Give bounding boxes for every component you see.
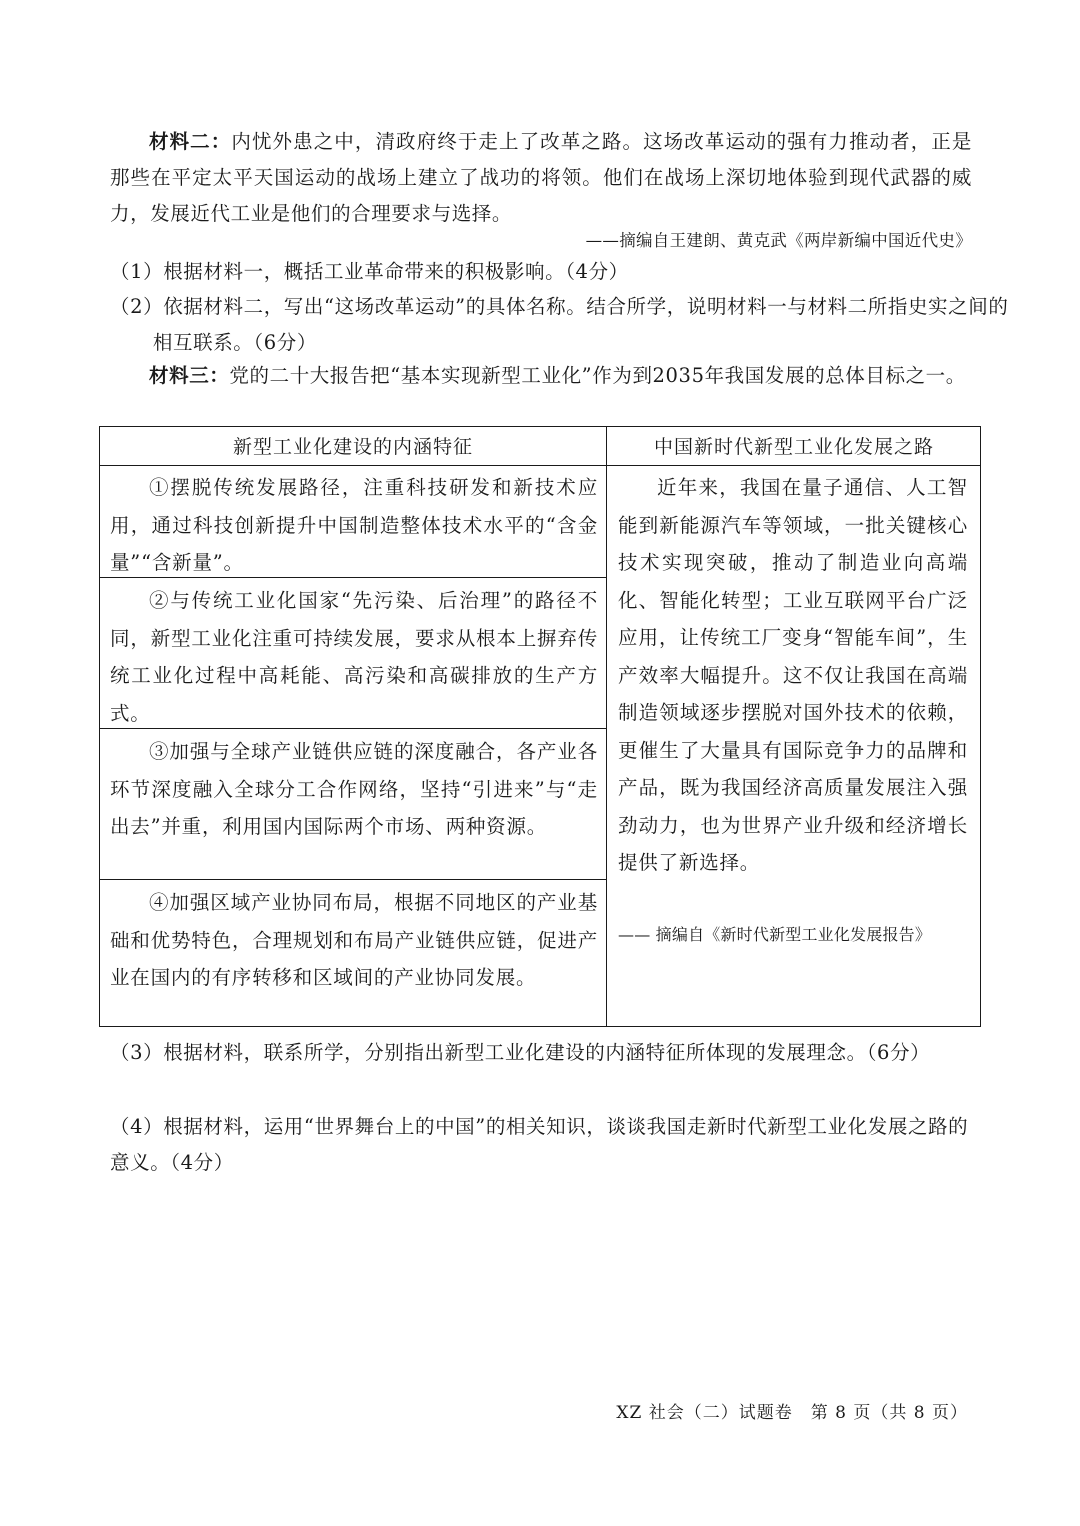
table-header-left: 新型工业化建设的内涵特征 bbox=[232, 436, 473, 458]
question-2: （2）依据材料二，写出“这场改革运动”的具体名称。结合所学，说明材料一与材料二所指史实之间的相互联系。（6分） bbox=[110, 295, 1009, 354]
table-divider-vertical bbox=[606, 427, 607, 1026]
material-three-text: 党的二十大报告把“基本实现新型工业化”作为到2035年我国发展的总体目标之一。 bbox=[229, 364, 966, 387]
table-right-text: 近年来，我国在量子通信、人工智能到新能源汽车等领域，一批关键核心技术实现突破，推动了制造业向高端化、智能化转型；工业互联网平台广泛应用，让传统工厂变身“智能车间”，生产效率大幅提升。这不仅让我国在高端制造领域逐步摆脱对国外技术的依赖，更催生了大量具有国际竞争力的品牌和产品，既为我国经济高质量发展注入强劲动力，也为世界产业升级和经济增长提供了新选择。 bbox=[618, 476, 968, 874]
material-two-text: 内忧外患之中，清政府终于走上了改革之路。这场改革运动的强有力推动者，正是那些在平定太平天国运动的战场上建立了战功的将领。他们在战场上深切地体验到现代武器的威力，发展近代工业是他们的合理要求与选择。 bbox=[110, 130, 972, 225]
table-header-right: 中国新时代新型工业化发展之路 bbox=[653, 436, 934, 458]
page-footer: XZ 社会（二）试题卷 第 8 页（共 8 页） bbox=[616, 1403, 968, 1423]
table-row: ①摆脱传统发展路径，注重科技研发和新技术应用，通过科技创新提升中国制造整体技术水平的“含金量”“含新量”。 bbox=[110, 476, 598, 574]
material-two-paragraph bbox=[110, 124, 972, 232]
material-two-source: ——摘编自王建朗、黄克武《两岸新编中国近代史》 bbox=[585, 231, 972, 250]
question-3: （3）根据材料，联系所学，分别指出新型工业化建设的内涵特征所体现的发展理念。（6分） bbox=[110, 1041, 931, 1064]
material-three-paragraph bbox=[110, 358, 972, 394]
question-1: （1）根据材料一，概括工业革命带来的积极影响。（4分） bbox=[110, 260, 629, 283]
industrialization-table bbox=[99, 426, 981, 1027]
table-row-divider bbox=[100, 879, 606, 880]
question-4: （4）根据材料，运用“世界舞台上的中国”的相关知识，谈谈我国走新时代新型工业化发展之路的意义。（4分） bbox=[110, 1115, 969, 1174]
material-three-label: 材料三： bbox=[149, 364, 230, 387]
table-right-source: —— 摘编自《新时代新型工业化发展报告》 bbox=[618, 925, 932, 944]
table-row: ②与传统工业化国家“先污染、后治理”的路径不同，新型工业化注重可持续发展，要求从根本上摒弃传统工业化过程中高耗能、高污染和高碳排放的生产方式。 bbox=[110, 589, 598, 725]
table-row: ④加强区域产业协同布局，根据不同地区的产业基础和优势特色，合理规划和布局产业链供应链，促进产业在国内的有序转移和区域间的产业协同发展。 bbox=[110, 891, 598, 989]
table-row: ③加强与全球产业链供应链的深度融合，各产业各环节深度融入全球分工合作网络，坚持“引进来”与“走出去”并重，利用国内国际两个市场、两种资源。 bbox=[110, 740, 598, 838]
table-header-divider bbox=[100, 465, 980, 466]
material-two-label: 材料二： bbox=[149, 130, 232, 153]
